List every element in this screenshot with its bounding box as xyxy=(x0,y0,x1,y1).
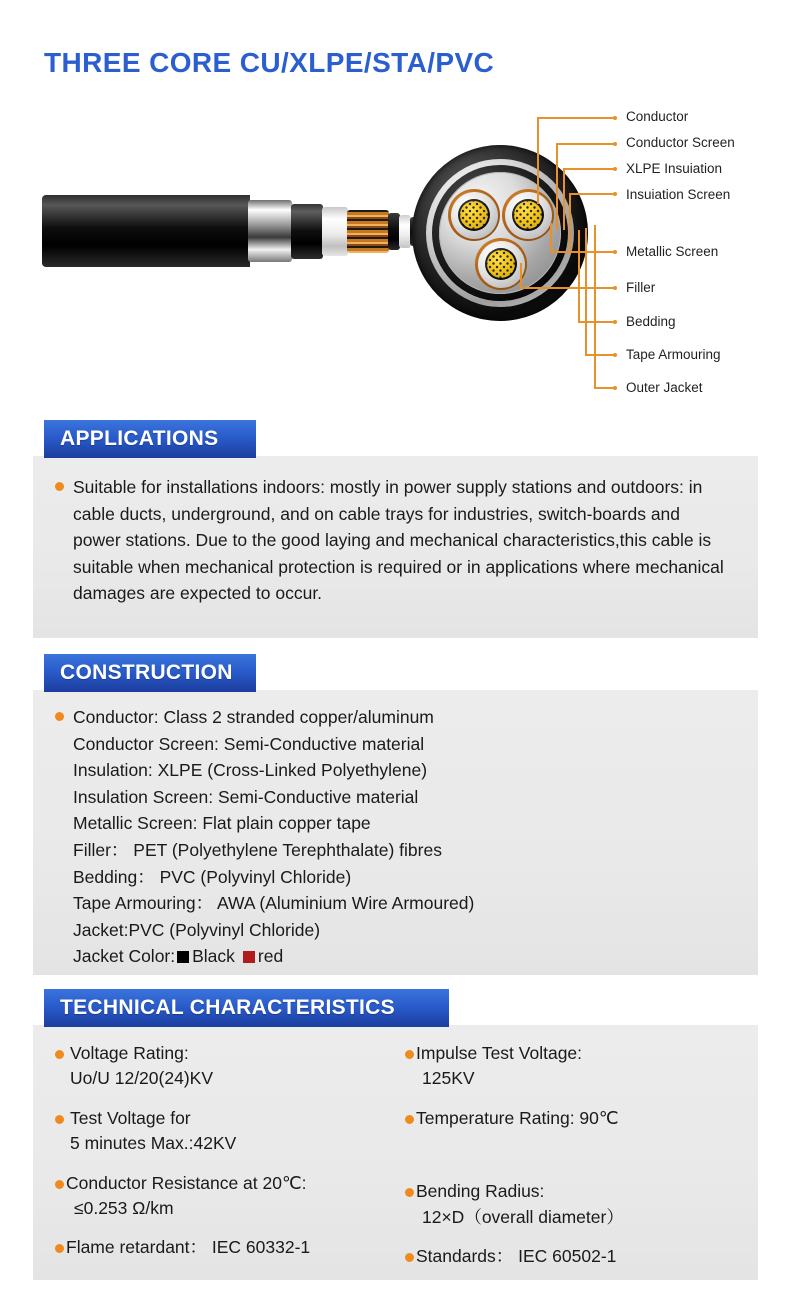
diagram-label-conductor: Conductor xyxy=(626,109,689,124)
leader-dot-xlpe-insulation xyxy=(613,167,617,171)
technical-item-line2: 5 minutes Max.:42KV xyxy=(70,1133,237,1154)
technical-heading: TECHNICAL CHARACTERISTICS xyxy=(44,989,449,1027)
bullet-icon xyxy=(405,1050,414,1059)
leader-dot-filler xyxy=(613,286,617,290)
applications-body-text: Suitable for installations indoors: mostly in power supply stations and outdoors: in cable ducts, underground, and on cable trays for industries, switch-boards and power stations. Due to the good laying and mechanical characteristics,this cable is suitable when mechanical protection is required or in applications where mechanical damages are expected to occur. xyxy=(73,477,724,604)
construction-line: Metallic Screen: Flat plain copper tape xyxy=(73,813,371,834)
diagram-label-tape-armouring: Tape Armouring xyxy=(626,347,721,362)
construction-line: Conductor Screen: Semi-Conductive material xyxy=(73,733,425,754)
segment-outer-jacket xyxy=(42,195,250,267)
leader-line-xlpe-insulation xyxy=(563,168,565,230)
construction-heading: CONSTRUCTION xyxy=(44,654,256,692)
leader-line-insulation-screen xyxy=(569,193,571,251)
core-conductor xyxy=(460,201,488,229)
section-construction xyxy=(33,654,758,976)
technical-item-line2: 125KV xyxy=(422,1068,475,1089)
segment-tape-armouring xyxy=(248,200,292,262)
technical-item-text xyxy=(70,1041,213,1092)
leader-dot-tape-armouring xyxy=(613,353,617,357)
technical-item-text xyxy=(66,1171,306,1222)
technical-item-text xyxy=(416,1179,624,1230)
segment-metallic-screen xyxy=(347,210,389,253)
technical-item-line1: Test Voltage for xyxy=(70,1107,191,1128)
technical-item-line1: Conductor Resistance at 20℃: xyxy=(66,1172,307,1193)
leader-line-conductor xyxy=(537,117,539,204)
technical-item-line1: Bending Radius: xyxy=(416,1181,545,1202)
technical-item-text xyxy=(416,1041,582,1092)
technical-item xyxy=(405,1244,745,1269)
bullet-icon xyxy=(55,1244,64,1253)
cable-cross-section xyxy=(412,145,588,321)
jacket-color-black: Black xyxy=(192,946,235,967)
leader-line-tape-armouring xyxy=(585,228,587,354)
leader-dot-outer-jacket xyxy=(613,386,617,390)
construction-line: Jacket:PVC (Polyvinyl Chloride) xyxy=(73,919,321,940)
leader-dot-bedding xyxy=(613,320,617,324)
bullet-icon xyxy=(405,1115,414,1124)
construction-line: Bedding： PVC (Polyvinyl Chloride) xyxy=(73,866,352,887)
swatch-red-icon xyxy=(243,951,255,963)
leader-line-tape-armouring xyxy=(585,354,615,356)
diagram-label-insulation-screen: Insuiation Screen xyxy=(626,187,731,202)
construction-line: Insulation: XLPE (Cross-Linked Polyethylene) xyxy=(73,760,428,781)
section-applications xyxy=(33,420,758,638)
technical-item-line1: Impulse Test Voltage: xyxy=(416,1043,583,1063)
technical-item xyxy=(405,1179,745,1230)
leader-dot-insulation-screen xyxy=(613,192,617,196)
leader-line-conductor xyxy=(537,117,615,119)
construction-list xyxy=(55,704,745,970)
technical-item-text xyxy=(70,1106,236,1157)
leader-line-metallic-screen xyxy=(550,251,615,253)
core-conductor xyxy=(514,201,542,229)
segment-bedding xyxy=(291,204,323,259)
leader-line-conductor-screen xyxy=(556,143,615,145)
applications-body-item xyxy=(55,474,735,607)
leader-line-insulation-screen xyxy=(569,193,615,195)
bullet-icon xyxy=(55,482,64,491)
technical-item-line2: Uo/U 12/20(24)KV xyxy=(70,1068,213,1089)
construction-line: Conductor: Class 2 stranded copper/aluminum xyxy=(73,707,434,727)
bullet-icon xyxy=(55,712,64,721)
diagram-label-filler: Filler xyxy=(626,280,656,295)
swatch-black-icon xyxy=(177,951,189,963)
leader-line-filler xyxy=(520,287,615,289)
bullet-icon xyxy=(405,1188,414,1197)
technical-item-line2: 12×D（overall diameter） xyxy=(422,1206,624,1227)
technical-item-text xyxy=(416,1106,619,1131)
bullet-icon xyxy=(55,1180,64,1189)
leader-line-bedding xyxy=(578,230,580,322)
technical-item-text xyxy=(416,1244,616,1269)
leader-line-outer-jacket xyxy=(594,225,596,388)
jacket-color-label: Jacket Color: xyxy=(73,946,176,967)
segment-filler xyxy=(322,207,348,256)
page-title: THREE CORE CU/XLPE/STA/PVC xyxy=(44,47,495,78)
leader-dot-metallic-screen xyxy=(613,250,617,254)
technical-item-line2: ≤0.253 Ω/km xyxy=(74,1197,174,1218)
bullet-icon xyxy=(405,1253,414,1262)
construction-line: Tape Armouring： AWA (Aluminium Wire Armoured) xyxy=(73,893,475,914)
technical-item xyxy=(55,1041,395,1092)
leader-line-metallic-screen-stub xyxy=(550,223,552,252)
technical-item-line1: Voltage Rating: xyxy=(70,1043,189,1063)
diagram-label-metallic-screen: Metallic Screen xyxy=(626,244,719,259)
construction-line: Filler： PET (Polyethylene Terephthalate) fibres xyxy=(73,839,442,860)
xsec-core-2 xyxy=(502,189,554,241)
core-conductor xyxy=(487,250,515,278)
leader-dot-conductor xyxy=(613,116,617,120)
jacket-color-red: red xyxy=(257,946,284,967)
technical-item-text xyxy=(66,1235,310,1260)
technical-right-column xyxy=(405,1041,745,1269)
leader-line-filler xyxy=(520,263,522,288)
technical-item xyxy=(405,1106,745,1131)
leader-line-bedding xyxy=(578,321,615,323)
technical-item xyxy=(405,1041,745,1092)
leader-dot-conductor-screen xyxy=(613,142,617,146)
leader-line-xlpe-insulation xyxy=(563,168,615,170)
technical-item-line1: Temperature Rating: 90℃ xyxy=(416,1107,619,1128)
technical-item-line1: Flame retardant： IEC 60332-1 xyxy=(66,1237,311,1258)
diagram-label-outer-jacket: Outer Jacket xyxy=(626,380,703,395)
leader-line-conductor-screen xyxy=(556,143,558,230)
cable-diagram xyxy=(0,95,790,405)
diagram-label-xlpe-insulation: XLPE Insuiation xyxy=(626,161,723,176)
bullet-icon xyxy=(55,1050,64,1059)
technical-left-column xyxy=(55,1041,405,1269)
technical-item xyxy=(55,1171,395,1222)
diagram-label-conductor-screen: Conductor Screen xyxy=(626,135,735,150)
xsec-core-1 xyxy=(448,189,500,241)
section-technical xyxy=(33,989,758,1281)
jacket-color-row xyxy=(73,943,474,970)
technical-item-line1: Standards： IEC 60502-1 xyxy=(416,1245,617,1266)
technical-item xyxy=(55,1235,395,1260)
construction-line: Insulation Screen: Semi-Conductive material xyxy=(73,786,419,807)
bullet-icon xyxy=(55,1115,64,1124)
leader-line-outer-jacket xyxy=(594,387,615,389)
technical-item xyxy=(55,1106,395,1157)
applications-heading: APPLICATIONS xyxy=(44,420,256,458)
diagram-label-bedding: Bedding xyxy=(626,314,676,329)
